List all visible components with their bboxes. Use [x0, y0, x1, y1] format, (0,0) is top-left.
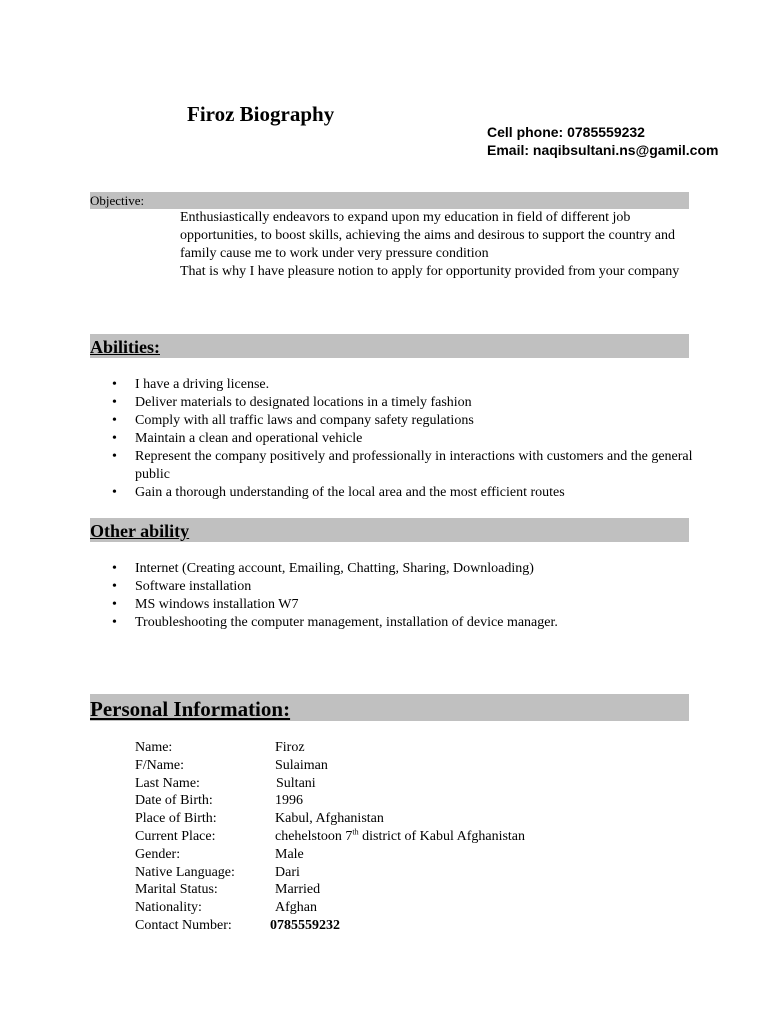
- list-item: • I have a driving license.: [90, 376, 695, 394]
- info-value: [275, 828, 525, 846]
- list-item: • Deliver materials to designated locations in a timely fashion: [90, 394, 695, 412]
- info-value: Sulaiman: [275, 757, 328, 773]
- info-value: Kabul, Afghanistan: [275, 811, 384, 827]
- list-item: • Represent the company positively and professionally in interactions with customers and the general public: [90, 448, 695, 484]
- list-item: • Maintain a clean and operational vehicle: [90, 430, 695, 448]
- info-value-part: district of Kabul Afghanistan: [358, 828, 526, 844]
- objective-heading-bar: [90, 192, 689, 209]
- info-value: Dari: [275, 864, 300, 880]
- cell-phone: Cell phone: 0785559232: [487, 124, 645, 140]
- list-item: • Troubleshooting the computer management, installation of device manager.: [90, 614, 695, 632]
- list-item: • Gain a thorough understanding of the local area and the most efficient routes: [90, 484, 695, 502]
- objective-text: [180, 209, 695, 281]
- info-value: Firoz: [275, 740, 305, 755]
- info-label: F/Name:: [135, 757, 184, 773]
- info-value: 1996: [275, 793, 303, 809]
- personal-info-heading: Personal Information:: [90, 694, 689, 721]
- abilities-list: [90, 376, 695, 502]
- info-value: Male: [275, 846, 304, 862]
- page-title: Firoz Biography: [187, 102, 335, 126]
- info-value: Afghan: [275, 900, 317, 916]
- info-value-part: chehelstoon 7: [275, 828, 353, 844]
- info-label: Date of Birth:: [135, 793, 213, 809]
- info-value: 0785559232: [270, 917, 340, 933]
- list-item: • Software installation: [90, 578, 695, 596]
- ordinal-suffix: th: [352, 827, 359, 837]
- list-item: • MS windows installation W7: [90, 596, 695, 614]
- objective-paragraph: Enthusiastically endeavors to expand upon my education in field of different job opportunities, to boost skills, achieving the aims and desirous to support the country and family cause me to work under very pressure condition: [180, 210, 675, 261]
- info-label: Nationality:: [135, 900, 202, 916]
- objective-heading: Objective:: [90, 193, 145, 208]
- info-label: Contact Number:: [135, 917, 232, 933]
- email: Email: naqibsultani.ns@gamil.com: [487, 142, 719, 158]
- info-label: Marital Status:: [135, 882, 218, 898]
- other-ability-heading: Other ability: [90, 518, 689, 542]
- info-label: Current Place:: [135, 828, 216, 844]
- objective-paragraph: That is why I have pleasure notion to apply for opportunity provided from your company: [180, 264, 680, 279]
- abilities-heading: Abilities:: [90, 334, 689, 358]
- list-item: • Comply with all traffic laws and company safety regulations: [90, 412, 695, 430]
- info-label: Name:: [135, 740, 173, 755]
- list-item: • Internet (Creating account, Emailing, Chatting, Sharing, Downloading): [90, 560, 695, 578]
- other-ability-list: [90, 560, 695, 632]
- info-value: Sultani: [276, 775, 316, 791]
- info-label: Place of Birth:: [135, 811, 217, 827]
- info-label: Last Name:: [135, 775, 200, 791]
- info-value: Married: [275, 882, 321, 898]
- info-label: Native Language:: [135, 864, 235, 880]
- info-label: Gender:: [135, 846, 181, 862]
